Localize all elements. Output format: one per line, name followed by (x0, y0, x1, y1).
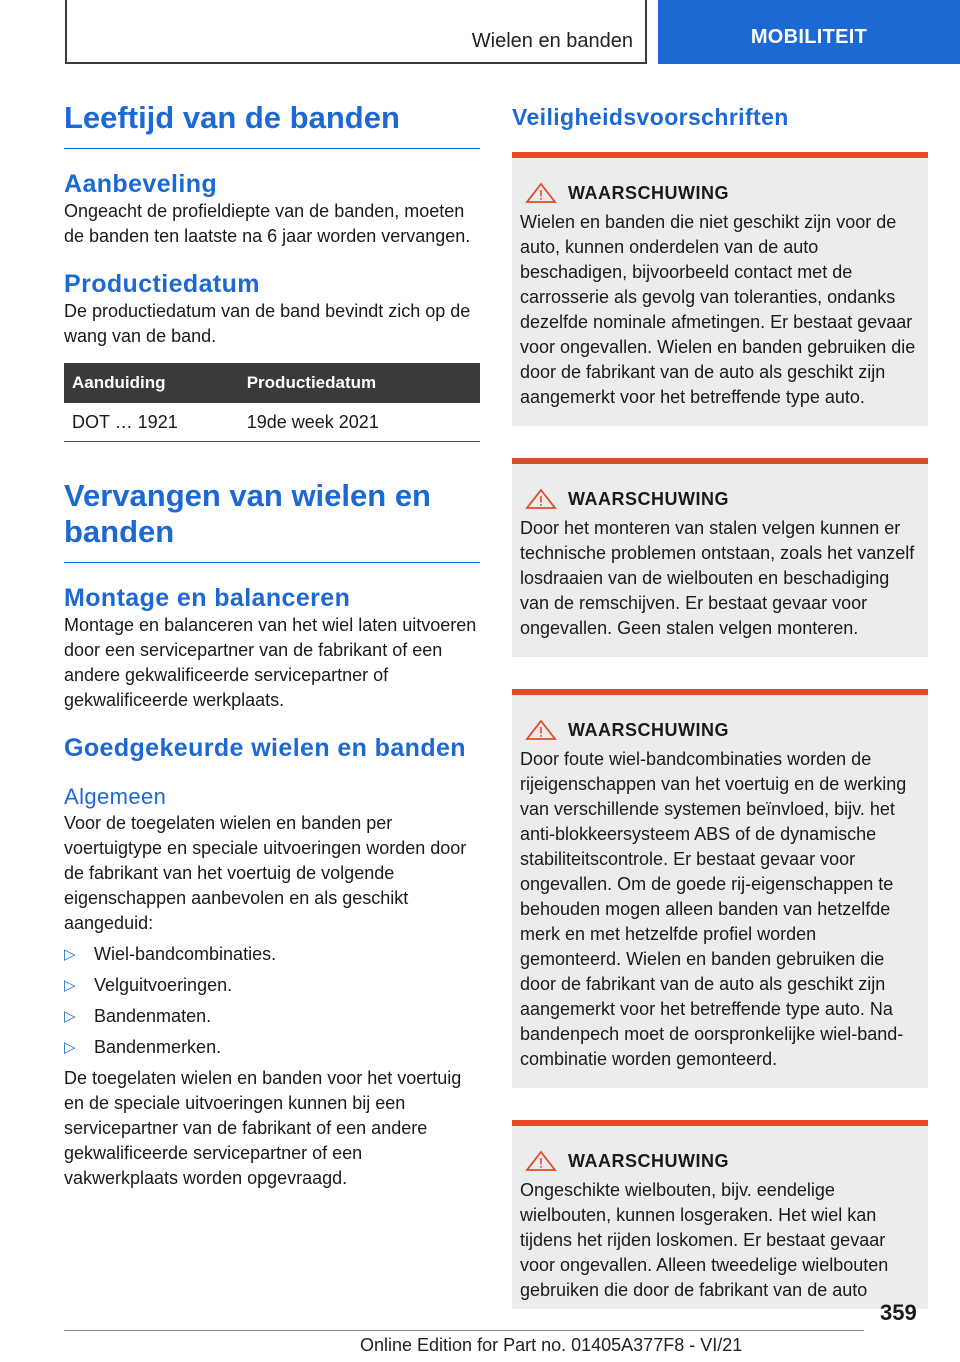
list-item: ▷ Bandenmerken. (64, 1035, 480, 1060)
chapter-tab[interactable]: MOBILITEIT (658, 0, 960, 64)
warning-title: WAARSCHUWING (568, 719, 729, 740)
warning-triangle-icon (524, 1150, 558, 1172)
warning-box (512, 458, 928, 657)
production-date-table (64, 363, 480, 442)
table-header: Aanduiding (64, 363, 239, 403)
left-column (64, 100, 480, 1191)
warning-triangle-icon (524, 488, 558, 510)
section-title: Wielen en banden (471, 30, 633, 52)
heading-recommendation: Aanbeveling (64, 170, 218, 198)
bullet-list (64, 942, 480, 1060)
header-frame (65, 0, 647, 64)
text-production-date: De productiedatum van de band bevindt zich op de wang van de band. (64, 301, 471, 346)
triangle-bullet-icon: ▷ (64, 977, 76, 994)
warning-text: Door het monteren van stalen velgen kunnen er technische problemen ontstaan, zoals het vanzelf losdraaien van de wielbouten en beschadiging van de remschijven. Er bestaat gevaar voor ongevallen. Geen stalen velgen monteren. (520, 518, 915, 638)
warning-text: Door foute wiel-bandcombinaties worden de rijeigenschappen van het voertuig en de werking van verschillende systemen beïnvloed, bijv. het anti-blokkeersysteem ABS of de dynamische stabiliteitscontrole. Er bestaat gevaar voor ongevallen. Om de goede rij-eigenschappen te behouden mogen alleen banden van hetzelfde merk en met hetzelfde profiel worden gemonteerd. Wielen en banden gebruiken die door de fabrikant van de auto als geschikt zijn aangemerkt voor het betreffende type auto. Na bandenpech moet de oorspronkelijke wiel-band-combinatie worden gemonteerd. (520, 749, 907, 1069)
heading-mounting: Montage en balanceren (64, 584, 351, 612)
warning-box (512, 152, 928, 426)
footer-edition: Online Edition for Part no. 01405A377F8 - VI/21 (360, 1335, 743, 1355)
heading-approved-wheels: Goedgekeurde wielen en banden (64, 734, 466, 762)
text-mounting: Montage en balanceren van het wiel laten uitvoeren door een servicepartner van de fabrikant of een andere gekwalificeerde servicepartner of gekwalificeerde werkplaats. (64, 615, 477, 710)
warning-title: WAARSCHUWING (568, 1150, 729, 1171)
triangle-bullet-icon: ▷ (64, 946, 76, 963)
heading-replace-wheels: Vervangen van wielen en banden (64, 478, 480, 563)
list-item: ▷ Velguitvoeringen. (64, 973, 480, 998)
text-recommendation: Ongeacht de profieldiepte van de banden, moeten de banden ten laatste na 6 jaar worden vervangen. (64, 201, 471, 246)
heading-tire-age: Leeftijd van de banden (64, 100, 480, 149)
warning-text: Ongeschikte wielbouten, bijv. eendelige wielbouten, kunnen losgeraken. Het wiel kan tijdens het rijden loskomen. Er bestaat gevaar voor ongevallen. Alleen tweedelige wielbouten gebruiken die door de fabrikant van de auto (520, 1180, 889, 1300)
heading-general: Algemeen (64, 784, 167, 809)
table-cell: 19de week 2021 (239, 403, 480, 442)
table-row (64, 403, 480, 442)
warning-text: Wielen en banden die niet geschikt zijn voor de auto, kunnen onderdelen van de auto beschadigen, bijvoorbeeld contact met de carrosserie als gevolg van toleranties, ondanks dezelfde nominale afmetingen. Er bestaat gevaar voor ongevallen. Wielen en banden gebruiken die door de fabrikant van de auto als geschikt zijn aangemerkt voor het betreffende type auto. (520, 212, 916, 407)
warning-triangle-icon (524, 182, 558, 204)
warning-triangle-icon (524, 719, 558, 741)
heading-safety: Veiligheidsvoorschriften (512, 104, 789, 130)
table-header: Productiedatum (239, 363, 480, 403)
table-cell: DOT … 1921 (64, 403, 239, 442)
page-number: 359 (880, 1300, 917, 1325)
right-column (512, 102, 928, 1309)
list-item: ▷ Wiel-bandcombinaties. (64, 942, 480, 967)
footer-divider (64, 1330, 864, 1331)
warning-box (512, 689, 928, 1088)
heading-production-date: Productiedatum (64, 270, 260, 298)
warning-title: WAARSCHUWING (568, 182, 729, 203)
text-closing: De toegelaten wielen en banden voor het voertuig en de speciale uitvoeringen kunnen bij een servicepartner van de fabrikant of een andere gekwalificeerde servicepartner of een vakwerkplaats worden opgevraagd. (64, 1068, 462, 1188)
triangle-bullet-icon: ▷ (64, 1039, 76, 1056)
warning-title: WAARSCHUWING (568, 488, 729, 509)
text-general: Voor de toegelaten wielen en banden per voertuigtype en speciale uitvoeringen worden door de fabrikant van het voertuig de volgende eigenschappen aanbevolen en als geschikt aangeduid: (64, 813, 467, 933)
triangle-bullet-icon: ▷ (64, 1008, 76, 1025)
list-item: ▷ Bandenmaten. (64, 1004, 480, 1029)
warning-box (512, 1120, 928, 1309)
